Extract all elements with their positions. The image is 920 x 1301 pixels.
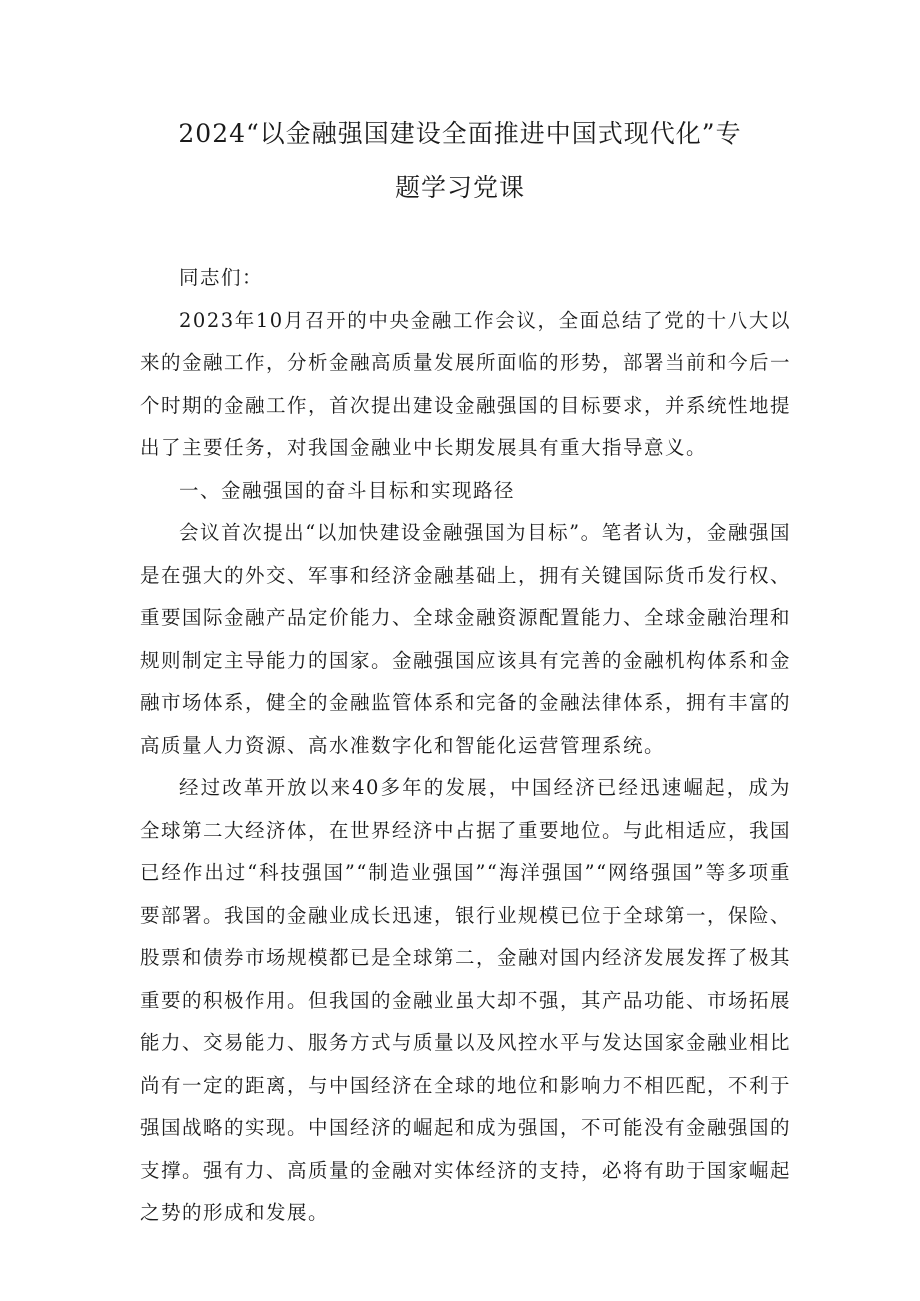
salutation: 同志们：	[179, 266, 264, 289]
section-heading: 一、金融强国的奋斗目标和实现路径	[179, 478, 516, 502]
document-title-line-2: 题学习党课	[394, 173, 525, 202]
paragraph: 经过改革开放以来40多年的发展，中国经济已经迅速崛起，成为全球第二大经济体，在世界经济中占据了重要地位。与此相适应，我国已经作出过“科技强国”“制造业强国”“海洋强国”“网络强国”等多项重要部署。我国的金融业成长迅速，银行业规模已位于全球第一，保险、股票和债券市场规模都已是全球第二，金融对国内经济发展发挥了极其重要的积极作用。但我国的金融业虽大却不强，其产品功能、市场拓展能力、交易能力、服务方式与质量以及风控水平与发达国家金融业相比尚有一定的距离，与中国经济在全球的地位和影响力不相匹配，不利于强国战略的实现。中国经济的崛起和成为强国，不可能没有金融强国的支撑。强有力、高质量的金融对实体经济的支持，必将有助于国家崛起之势的形成和发展。	[140, 776, 792, 1224]
document-title-line-1: 2024“以金融强国建设全面推进中国式现代化”专	[178, 119, 742, 148]
paragraph: 2023年10月召开的中央金融工作会议，全面总结了党的十八大以来的金融工作，分析金融高质量发展所面临的形势，部署当前和今后一个时期的金融工作，首次提出建设金融强国的目标要求，并系统性地提出了主要任务，对我国金融业中长期发展具有重大指导意义。	[140, 308, 792, 459]
document-body	[140, 257, 791, 1235]
paragraph: 会议首次提出“以加快建设金融强国为目标”。笔者认为，金融强国是在强大的外交、军事和经济金融基础上，拥有关键国际货币发行权、重要国际金融产品定价能力、全球金融资源配置能力、全球金融治理和规则制定主导能力的国家。金融强国应该具有完善的金融机构体系和金融市场体系，健全的金融监管体系和完备的金融法律体系，拥有丰富的高质量人力资源、高水准数字化和智能化运营管理系统。	[140, 521, 792, 757]
